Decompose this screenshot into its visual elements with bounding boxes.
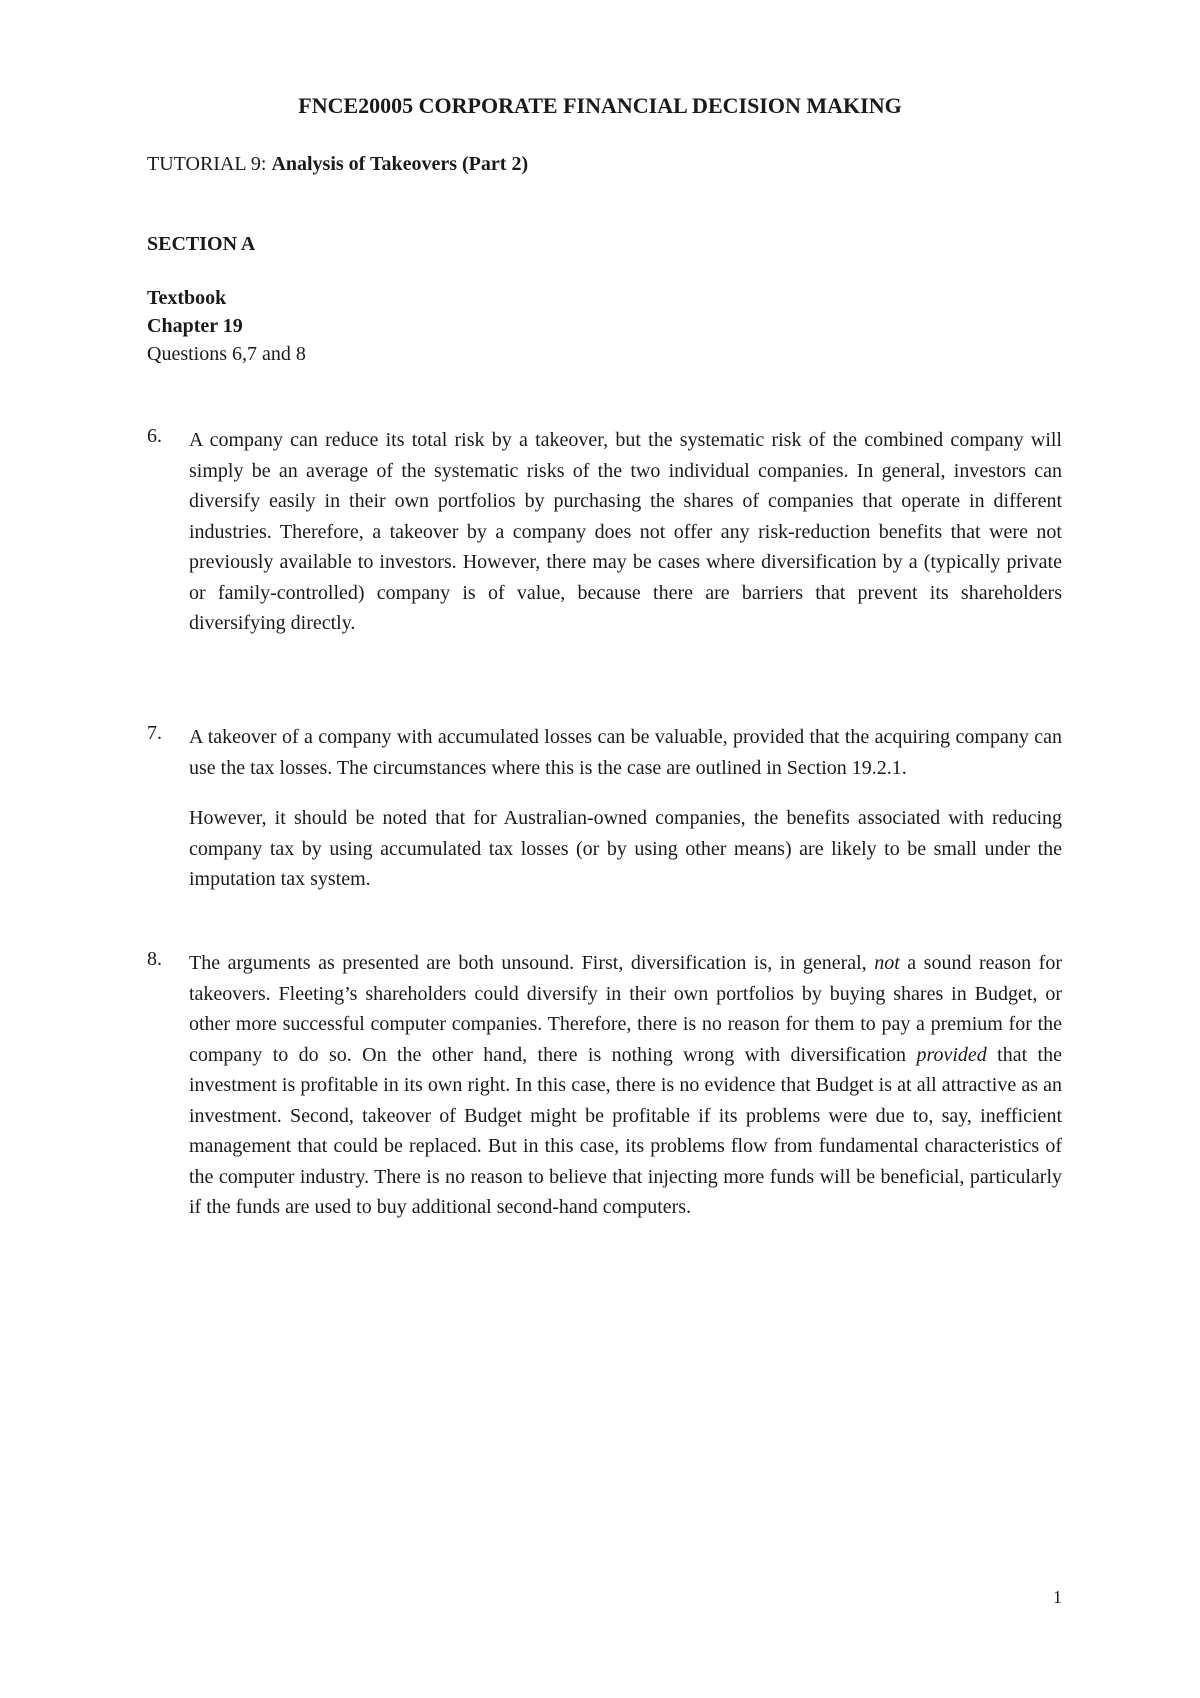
- answer-paragraph: However, it should be noted that for Australian-owned companies, the benefits associated with reducing company tax by using accumulated tax losses (or by using other means) are likely to be small under the imputation tax system.: [189, 807, 1062, 890]
- tutorial-title: Analysis of Takeovers (Part 2): [271, 153, 529, 175]
- tutorial-prefix: TUTORIAL 9:: [147, 153, 272, 175]
- document-title: FNCE20005 CORPORATE FINANCIAL DECISION MAKING: [298, 93, 902, 118]
- answer-body: [189, 722, 1062, 895]
- answer-paragraph: A company can reduce its total risk by a takeover, but the systematic risk of the combined company will simply be an average of the systematic risks of the two individual companies. In general, investors can diversify easily in their own portfolios by purchasing the shares of companies that operate in different industries. Therefore, a takeover by a company does not offer any risk-reduction benefits that were not previously available to investors. However, there may be cases where diversification by a (typically private or family-controlled) company is of value, because there are barriers that prevent its shareholders diversifying directly.: [189, 429, 1062, 634]
- chapter-label: Chapter 19: [147, 315, 243, 337]
- answer-number: 7.: [147, 722, 162, 744]
- text-run: that the investment is profitable in its own right. In this case, there is no evidence that Budget is at all attractive as an investment. Second, takeover of Budget might be profitable if its problems were due to, say, inefficient management that could be replaced. But in this case, its problems flow from fundamental characteristics of the computer industry. There is no reason to believe that injecting more funds will be beneficial, particularly if the funds are used to buy additional second-hand computers.: [189, 1043, 1062, 1218]
- text-run: The arguments as presented are both unsound. First, diversification is, in general,: [189, 952, 875, 974]
- answer-number: 8.: [147, 948, 162, 970]
- section-heading: SECTION A: [147, 233, 256, 255]
- emphasis-not: not: [874, 952, 900, 974]
- answer-body: [189, 425, 1062, 639]
- answer-paragraph: A takeover of a company with accumulated losses can be valuable, provided that the acquiring company can use the tax losses. The circumstances where this is the case are outlined in Section 19.2.1.: [189, 726, 1062, 779]
- page-number: 1: [1053, 1587, 1062, 1607]
- answer-number: 6.: [147, 425, 162, 447]
- questions-label: Questions 6,7 and 8: [147, 343, 306, 365]
- tutorial-heading: [147, 153, 528, 176]
- emphasis-provided: provided: [916, 1043, 987, 1066]
- textbook-label: Textbook: [147, 287, 227, 309]
- answer-body: [189, 948, 1062, 1223]
- text-run: a sound reason for takeovers. Fleeting’s shareholders could diversify in their own portfolios by buying shares in Budget, or other more successful computer companies. Therefore, there is no reason for them to pay a premium for the company to do so. On the other hand, there is nothing wrong with diversification: [189, 952, 1062, 1066]
- answer-paragraph: [189, 948, 1062, 1223]
